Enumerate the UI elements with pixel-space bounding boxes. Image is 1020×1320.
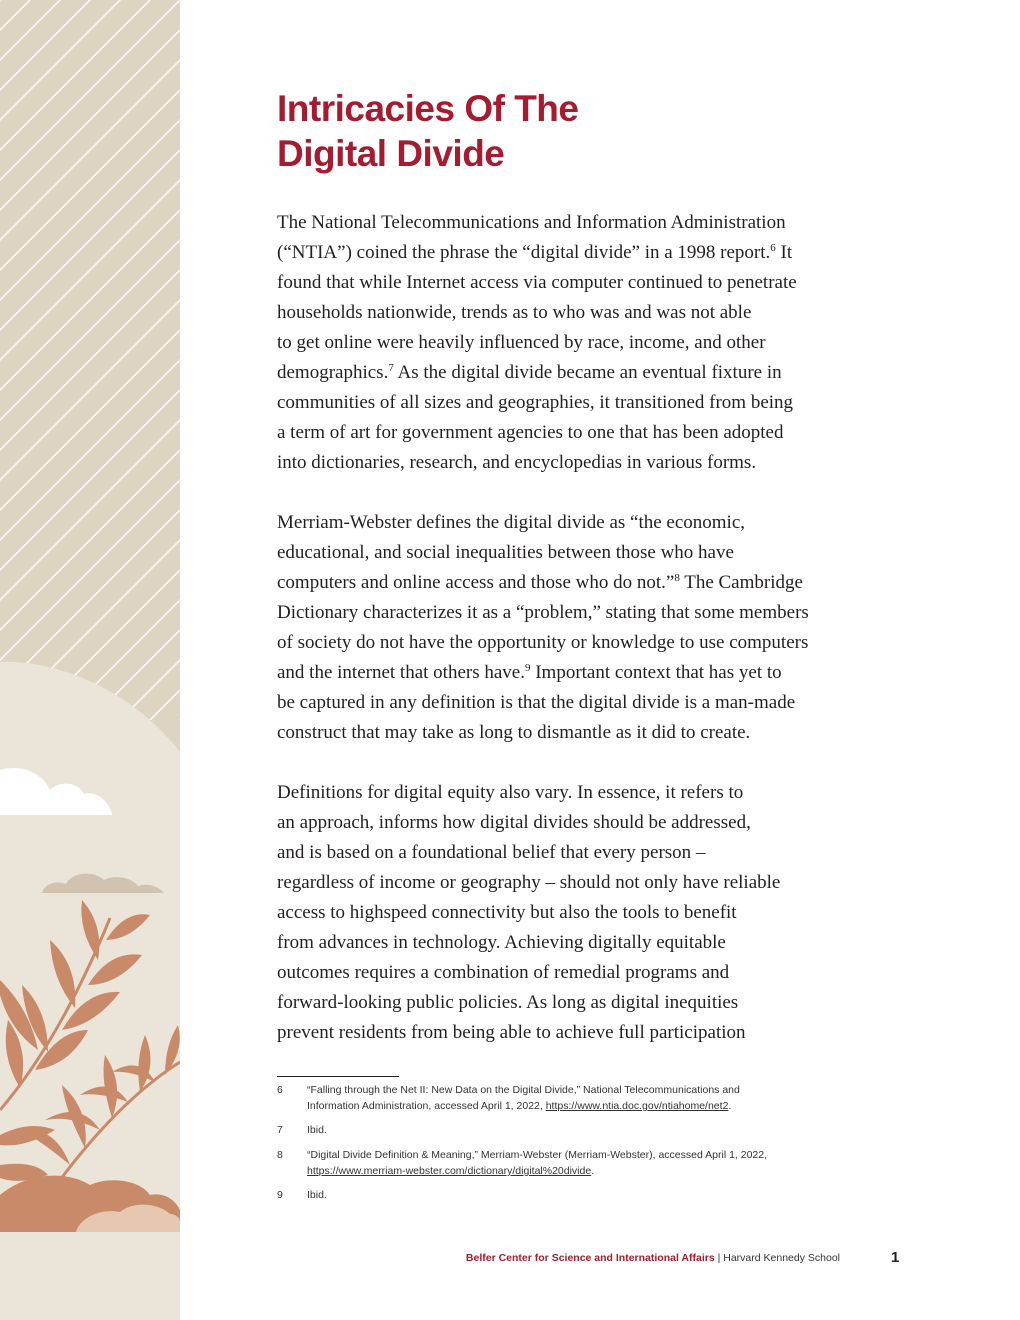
footer-school: Harvard Kennedy School bbox=[723, 1252, 840, 1264]
text-line: construct that may take as long to dismantle as it did to create. bbox=[277, 722, 751, 743]
text-line: into dictionaries, research, and encyclopedias in various forms. bbox=[277, 452, 757, 473]
footnote-link[interactable]: https://www.ntia.doc.gov/ntiahome/net2 bbox=[545, 1100, 729, 1112]
footnote-text: “Falling through the Net II: New Data on the Digital Divide,” National Telecommunications and Information Administration, accessed April 1, 2022, https://www.ntia.doc.gov/ntiahome/net2. bbox=[307, 1084, 740, 1112]
paragraph-definitions bbox=[277, 508, 847, 748]
text-line: regardless of income or geography – should not only have reliable bbox=[277, 872, 781, 893]
footnote-number: 9 bbox=[277, 1189, 283, 1201]
text-line: from advances in technology. Achieving digitally equitable bbox=[277, 932, 726, 953]
text-line: an approach, informs how digital divides should be addressed, bbox=[277, 812, 751, 833]
page-footer bbox=[466, 1252, 840, 1264]
footnote-ref-8[interactable]: 8 bbox=[674, 572, 680, 584]
text-line: households nationwide, trends as to who was and was not able bbox=[277, 302, 752, 323]
text-line: found that while Internet access via computer continued to penetrate bbox=[277, 272, 797, 293]
sidebar-stripes bbox=[0, 0, 180, 720]
text-line: forward-looking public policies. As long as digital inequities bbox=[277, 992, 739, 1013]
footnote-number: 7 bbox=[277, 1124, 283, 1136]
title-line-1: Intricacies Of The bbox=[277, 88, 579, 129]
text-line: demographics.$^7$ As the digital divide became an eventual fixture in bbox=[277, 362, 782, 383]
text-line: and the internet that others have.$^9$ Important context that has yet to bbox=[277, 662, 782, 683]
footnote-8 bbox=[277, 1147, 847, 1179]
paragraph-digital-equity bbox=[277, 778, 847, 1048]
footer-separator: | bbox=[714, 1252, 724, 1264]
text-line: and is based on a foundational belief that every person – bbox=[277, 842, 706, 863]
footnote-text: Ibid. bbox=[307, 1124, 327, 1136]
footnote-text: “Digital Divide Definition & Meaning,” Merriam-Webster (Merriam-Webster), accessed April 1, 2022, https://www.merriam-webster.com/dictionary/digital%20divide. bbox=[307, 1149, 768, 1177]
text-line: access to highspeed connectivity but also the tools to benefit bbox=[277, 902, 737, 923]
footnote-9 bbox=[277, 1187, 847, 1203]
text-line: a term of art for government agencies to one that has been adopted bbox=[277, 422, 784, 443]
text-line: be captured in any definition is that the digital divide is a man-made bbox=[277, 692, 796, 713]
text-line: educational, and social inequalities between those who have bbox=[277, 542, 734, 563]
footnote-ref-6[interactable]: 6 bbox=[770, 242, 776, 254]
text-line: Merriam-Webster defines the digital divide as “the economic, bbox=[277, 512, 746, 533]
paragraph-ntia bbox=[277, 208, 847, 478]
page-title bbox=[277, 86, 877, 176]
decorative-sidebar bbox=[0, 0, 180, 1320]
text-line: (“NTIA”) coined the phrase the “digital divide” in a 1998 report.$^6$ It bbox=[277, 242, 793, 263]
footnote-link[interactable]: https://www.merriam-webster.com/dictionary/digital%20divide bbox=[307, 1165, 592, 1177]
footnote-text: Ibid. bbox=[307, 1189, 327, 1201]
text-line: The National Telecommunications and Information Administration bbox=[277, 212, 786, 233]
footnote-number: 6 bbox=[277, 1084, 283, 1096]
footnote-divider bbox=[277, 1076, 399, 1077]
text-line: communities of all sizes and geographies, it transitioned from being bbox=[277, 392, 794, 413]
page-number: 1 bbox=[891, 1249, 900, 1266]
text-line: Dictionary characterizes it as a “problem,” stating that some members bbox=[277, 602, 809, 623]
footnote-ref-9[interactable]: 9 bbox=[524, 662, 531, 674]
text-line: Definitions for digital equity also vary. In essence, it refers to bbox=[277, 782, 744, 803]
text-line: to get online were heavily influenced by race, income, and other bbox=[277, 332, 766, 353]
text-line: of society do not have the opportunity or knowledge to use computers bbox=[277, 632, 809, 653]
text-line: prevent residents from being able to achieve full participation bbox=[277, 1022, 746, 1043]
text-line: outcomes requires a combination of remedial programs and bbox=[277, 962, 730, 983]
footer-org: Belfer Center for Science and International Affairs bbox=[465, 1252, 715, 1264]
footnote-ref-7[interactable]: 7 bbox=[388, 362, 394, 374]
title-line-2: Digital Divide bbox=[277, 133, 505, 174]
text-line: computers and online access and those who do not.”$^8$ The Cambridge bbox=[277, 572, 803, 593]
footnote-6 bbox=[277, 1082, 847, 1114]
footnote-number: 8 bbox=[277, 1149, 283, 1161]
footnote-7 bbox=[277, 1122, 847, 1138]
